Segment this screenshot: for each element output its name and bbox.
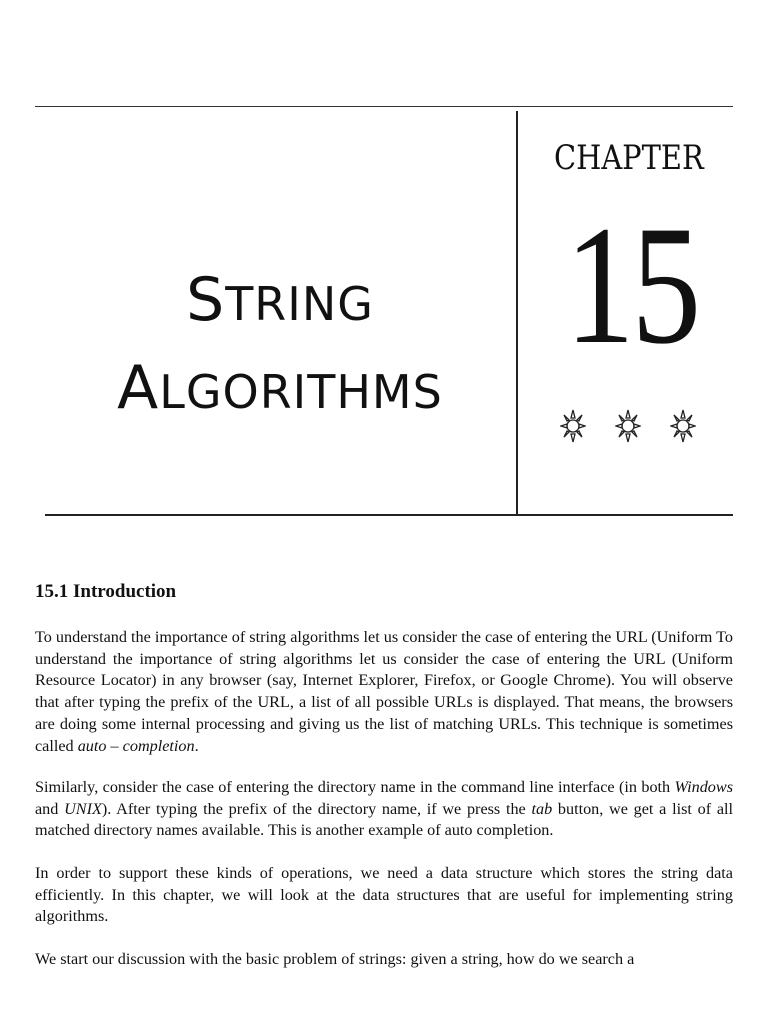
sunburst-ornament-icon: [615, 408, 641, 444]
paragraph-2-text-b: and: [35, 799, 65, 818]
paragraph-2-emphasis-tab: tab: [531, 799, 553, 818]
title-rest-lgorithms: LGORITHMS: [159, 365, 443, 419]
paragraph-2-text-d: button, we get a list of all matched directory names available. This is another example of auto completion.: [35, 799, 733, 840]
paragraph-2-emphasis-unix: UNIX: [64, 799, 102, 818]
paragraph-4: We start our discussion with the basic problem of strings: given a string, how do we search a: [35, 950, 635, 968]
header-bottom-rule: [45, 514, 733, 516]
title-rest-tring: TRING: [225, 277, 374, 331]
chapter-label: CHAPTER: [554, 138, 704, 178]
paragraph-2-text-a: Similarly, consider the case of entering the directory name in the command line interface (in both: [35, 778, 675, 796]
title-initial-s: S: [186, 265, 226, 335]
paragraph-1: [35, 627, 733, 757]
paragraph-1-emphasis: auto – completion: [77, 736, 195, 755]
paragraph-2: [35, 777, 733, 842]
header-vertical-divider: [516, 111, 518, 515]
paragraph-3: In order to support these kinds of operations, we need a data structure which stores the string data efficiently. In this chapter, we will look at the data structures that are useful for implementing string algorithms.: [35, 864, 733, 926]
sunburst-ornament-icon: [670, 408, 696, 444]
section-heading: 15.1 Introduction: [35, 581, 177, 602]
paragraph-1-end: .: [194, 736, 199, 755]
header-top-rule: [35, 106, 733, 107]
chapter-number: 15: [565, 191, 698, 379]
title-initial-a: A: [117, 353, 160, 423]
paragraph-2-text-c: ). After typing the prefix of the directory name, if we press the: [101, 799, 532, 818]
chapter-title-line-2: [100, 353, 460, 423]
paragraph-1-text: To understand the importance of string algorithms let us consider the case of entering the URL (Uniform To understand the importance of string algorithms let us consider the case of entering the URL (Uniform Resource Locator) in any browser (say, Internet Explorer, Firefox, or Google Chrome). You will observe that after typing the prefix of the URL, a list of all possible URLs is displayed. That means, the browsers are doing some internal processing and giving us the list of matching URLs. This technique is sometimes called: [35, 628, 733, 755]
chapter-title-line-1: [100, 265, 460, 335]
ornament-row: [560, 408, 700, 448]
sunburst-ornament-icon: [560, 408, 586, 444]
paragraph-2-emphasis-windows: Windows: [674, 778, 733, 796]
